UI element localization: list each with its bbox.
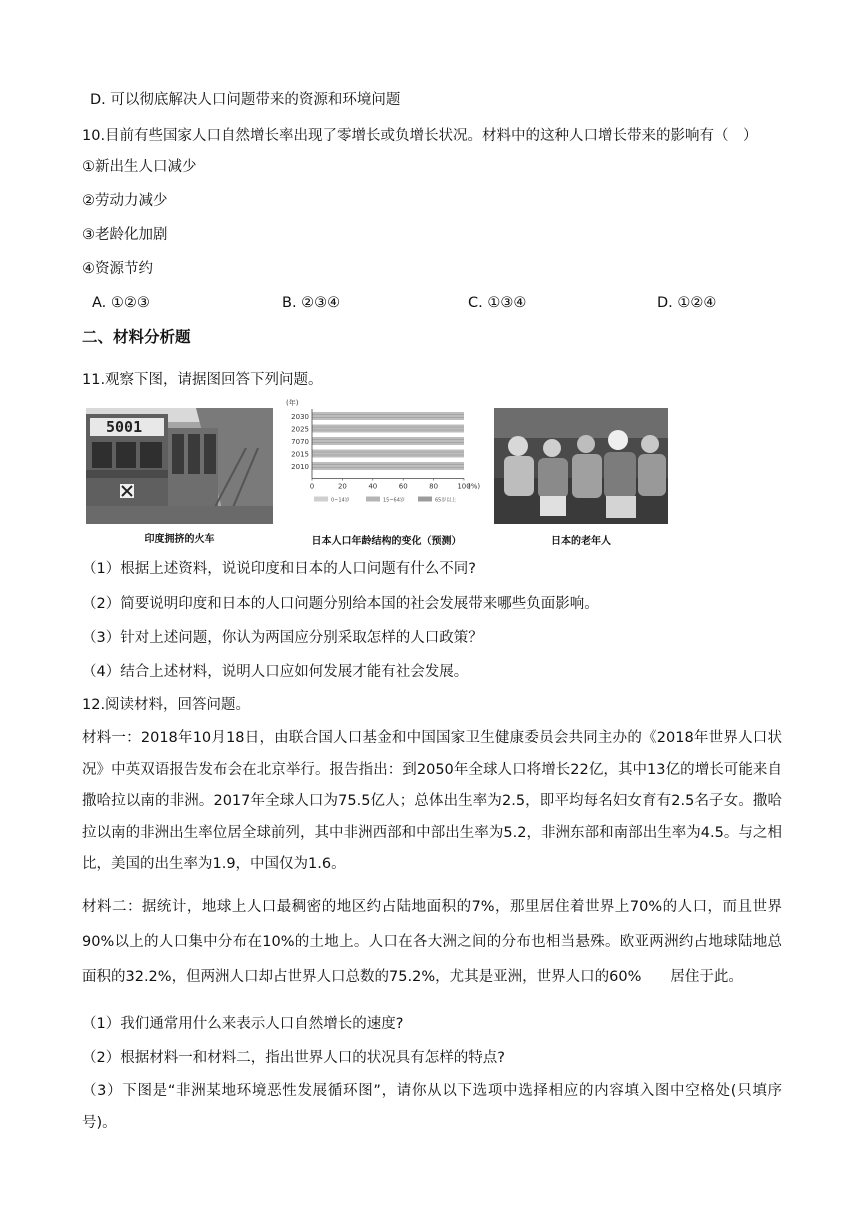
q11-stem: 11.观察下图，请据图回答下列问题。	[82, 372, 323, 388]
train-caption: 印度拥挤的火车	[144, 534, 215, 545]
q12-stem: 12.阅读材料，回答问题。	[82, 697, 251, 713]
chart-x-tick-label: 0	[309, 482, 315, 491]
chart-legend-swatch	[418, 497, 432, 502]
chart-legend-label: 15~64岁	[383, 497, 405, 504]
train-number: 5001	[106, 418, 143, 436]
chart-legend-swatch	[366, 497, 380, 502]
chart-category-label: 2015	[291, 450, 309, 459]
chart-bar-2030	[312, 412, 464, 420]
india-train-photo	[86, 408, 273, 524]
q11-question-2: （2）简要说明印度和日本的人口问题分别给本国的社会发展带来哪些负面影响。	[82, 596, 599, 612]
chart-caption: 日本人口年龄结构的变化（预测）	[311, 536, 462, 547]
section-heading: 二、材料分析题	[82, 328, 191, 346]
chart-x-tick-label: 80	[429, 482, 439, 491]
q10-option-c: C. ①③④	[468, 295, 527, 311]
chart-x-tick-label: 40	[368, 482, 378, 491]
chart-bar-2025	[312, 425, 464, 433]
q12-material-1: 材料一：2018年10月18日，由联合国人口基金和中国国家卫生健康委员会共同主办的《2018年世界人口状况》中英双语报告发布会在北京举行。报告指出：到2050年全球人口将增长22亿，其中13亿的增长可能来自撒哈拉以南的非洲。2017年全球人口为75.5亿人；总体出生率为2.5，即平均每名妇女育有2.5名子女。撒哈拉以南的非洲出生率位居全球前列，其中非洲西部和中部出生率为5.2，非洲东部和南部出生率为4.5。与之相比，美国的出生率为1.9，中国仅为1.6。	[82, 730, 782, 872]
q9-option-d: D. 可以彻底解决人口问题带来的资源和环境问题	[90, 92, 401, 108]
q12-material-2: 材料二：据统计，地球上人口最稠密的地区约占陆地面积的7%，那里居住着世界上70%的人口，而且世界90%以上的人口集中分布在10%的土地上。人口在各大洲之间的分布也相当悬殊。欧亚两洲约占地球陆地总面积的32.2%，但两洲人口却占世界人口总数的75.2%，尤其是亚洲，世界人口的60% 居住于此。	[82, 899, 782, 985]
q10-item-1: ①新出生人口减少	[82, 159, 197, 175]
q12-question-1: （1）我们通常用什么来表示人口自然增长的速度?	[82, 1016, 404, 1032]
q10-option-b: B. ②③④	[282, 295, 341, 311]
q10-stem: 10.目前有些国家人口自然增长率出现了零增长或负增长状况。材料中的这种人口增长带来的影响有（ ）	[82, 128, 758, 144]
chart-xlabel: (%)	[468, 482, 481, 491]
chart-x-tick-label: 20	[337, 482, 347, 491]
japan-elderly-photo	[494, 408, 668, 524]
q12-question-2: （2）根据材料一和材料二，指出世界人口的状况具有怎样的特点?	[82, 1050, 505, 1066]
q10-item-4: ④资源节约	[82, 261, 153, 277]
chart-bar-2020	[312, 437, 464, 445]
chart-category-label: 2030	[291, 413, 309, 421]
chart-bar-2015	[312, 450, 464, 458]
chart-bar-2010	[312, 462, 464, 470]
elderly-caption: 日本的老年人	[551, 536, 611, 547]
q11-question-4: （4）结合上述材料，说明人口应如何发展才能有社会发展。	[82, 664, 469, 680]
q10-item-2: ②劳动力减少	[82, 193, 168, 209]
chart-legend-label: 65岁以上	[435, 497, 457, 504]
chart-legend-swatch	[314, 497, 328, 502]
q10-item-3: ③老龄化加剧	[82, 227, 168, 243]
age-structure-chart	[284, 396, 489, 532]
chart-legend-label: 0~14岁	[331, 497, 350, 504]
q10-option-a: A. ①②③	[92, 295, 150, 311]
chart-svg	[284, 396, 489, 532]
chart-ylabel: (年)	[286, 399, 299, 407]
chart-category-label: 2010	[291, 463, 309, 471]
q12-question-3: （3）下图是“非洲某地环境恶性发展循环图”，请你从以下选项中选择相应的内容填入图中空格处(只填序号)。	[82, 1083, 782, 1131]
q11-question-1: （1）根据上述资料，说说印度和日本的人口问题有什么不同?	[82, 561, 476, 577]
chart-category-label: 7070	[291, 438, 309, 446]
q10-option-d: D. ①②④	[657, 295, 717, 311]
q11-question-3: （3）针对上述问题，你认为两国应分别采取怎样的人口政策？	[82, 630, 483, 646]
chart-x-tick-label: 60	[398, 482, 408, 491]
chart-x-tick-label: 100	[457, 482, 471, 491]
chart-category-label: 2025	[291, 425, 309, 434]
